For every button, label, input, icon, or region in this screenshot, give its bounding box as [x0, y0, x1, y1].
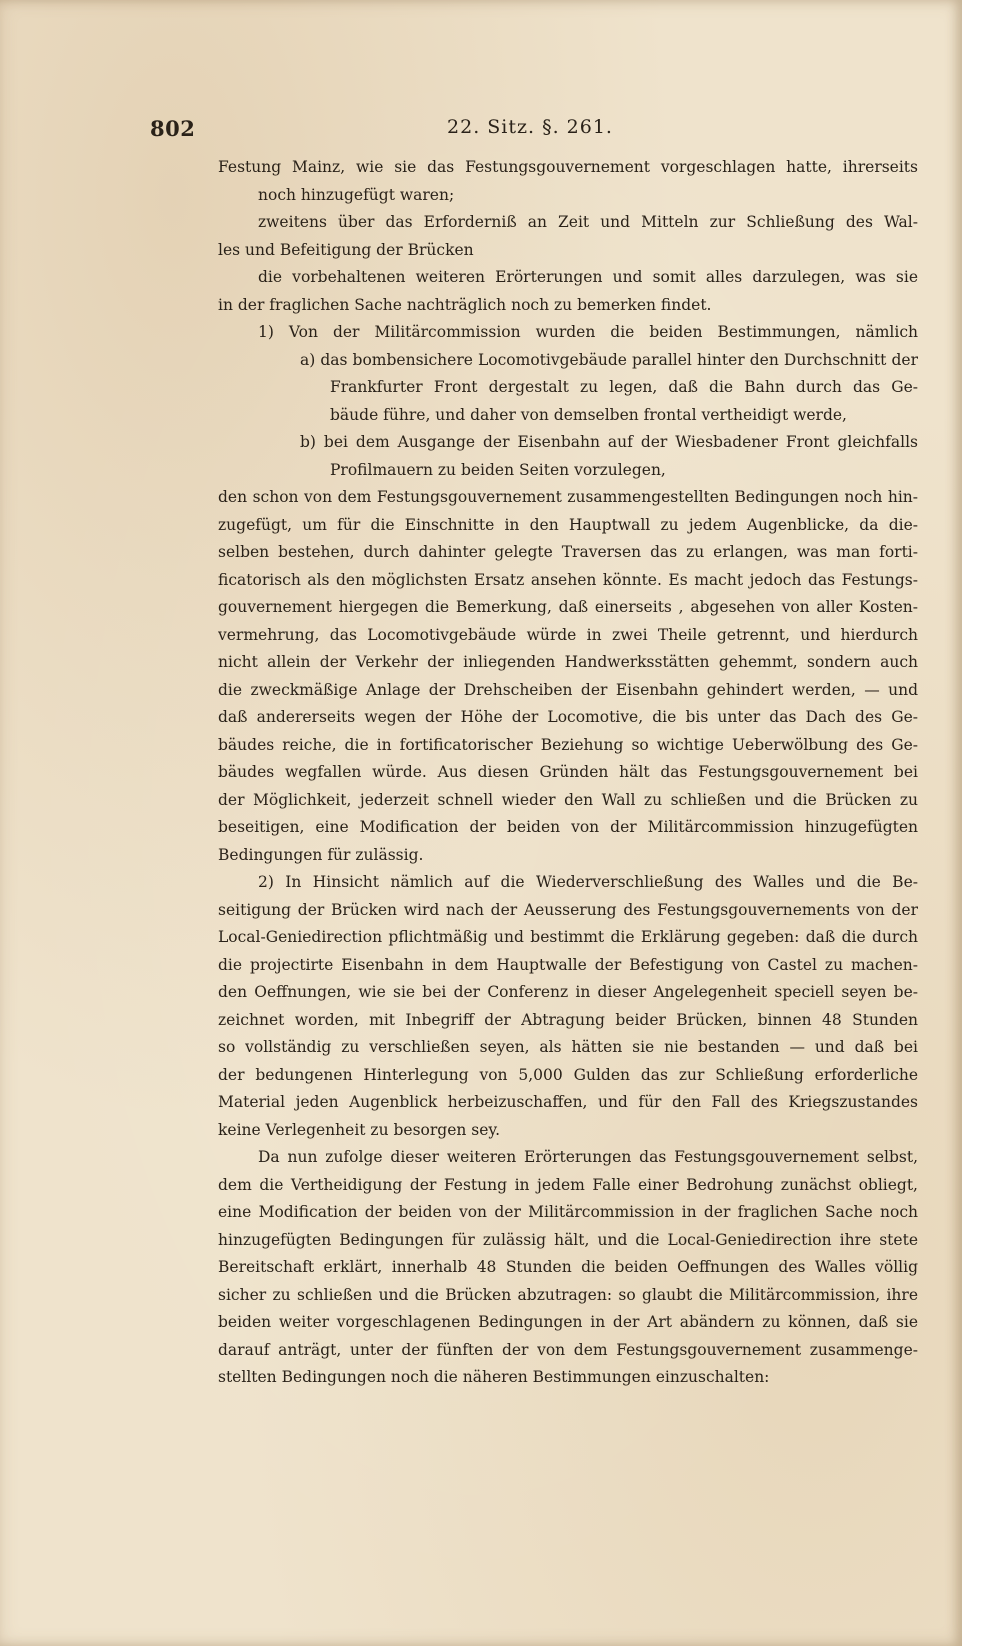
text-line: bäudes wegfallen würde. Aus diesen Gründen hält das Festungsgouvernement bei — [218, 763, 918, 781]
text-line: hinzugefügten Bedingungen für zulässig hält, und die Local-Geniedirection ihre stete — [218, 1230, 918, 1249]
text-line: die vorbehaltenen weiteren Erörterungen und somit alles darzulegen, was sie — [258, 268, 918, 286]
text-line: keine Verlegenheit zu besorgen sey. — [218, 1120, 501, 1139]
text-line: Local-Geniedirection pflichtmäßig und bestimmt die Erklärung gegeben: daß die durch — [218, 928, 918, 946]
text-line: Profilmauern zu beiden Seiten vorzulegen, — [330, 460, 666, 479]
text-line: 2) In Hinsicht nämlich auf die Wiederverschließung des Walles und die Be- — [258, 873, 918, 891]
page-header — [150, 116, 910, 146]
text-line: 1) Von der Militärcommission wurden die beiden Bestimmungen, nämlich — [258, 323, 918, 341]
text-line: beiden weiter vorgeschlagenen Bedingungen in der Art abändern zu können, daß sie — [218, 1313, 918, 1331]
text-line: den schon von dem Festungsgouvernement zusammengestellten Bedingungen noch hin- — [218, 488, 918, 506]
text-line: daß andererseits wegen der Höhe der Locomotive, die bis unter das Dach des Ge- — [218, 708, 918, 726]
running-head: 22. Sitz. §. 261. — [447, 116, 613, 138]
text-line: zweitens über das Erforderniß an Zeit und Mitteln zur Schließung des Wal- — [258, 213, 918, 231]
text-line: bäude führe, und daher von demselben frontal vertheidigt werde, — [330, 405, 847, 424]
body-text — [218, 154, 918, 1392]
text-line: zugefügt, um für die Einschnitte in den Hauptwall zu jedem Augenblicke, da die- — [218, 515, 918, 534]
text-line: dem die Vertheidigung der Festung in jedem Falle einer Bedrohung zunächst obliegt, — [218, 1175, 918, 1194]
text-line: stellten Bedingungen noch die näheren Bestimmungen einzuschalten: — [218, 1368, 770, 1386]
text-line: a) das bombensichere Locomotivgebäude parallel hinter den Durchschnitt der — [300, 350, 918, 369]
text-line: eine Modification der beiden von der Militärcommission in der fraglichen Sache noch — [218, 1203, 918, 1221]
text-line: zeichnet worden, mit Inbegriff der Abtragung beider Brücken, binnen 48 Stunden — [218, 1010, 918, 1029]
text-line: ficatorisch als den möglichsten Ersatz ansehen könnte. Es macht jedoch das Festungs- — [218, 570, 918, 589]
text-line: beseitigen, eine Modification der beiden von der Militärcommission hinzugefügten — [218, 818, 918, 836]
text-line: selben bestehen, durch dahinter gelegte Traversen das zu erlangen, was man forti- — [218, 543, 918, 561]
text-line: b) bei dem Ausgange der Eisenbahn auf der Wiesbadener Front gleichfalls — [300, 433, 918, 451]
text-line: sicher zu schließen und die Brücken abzutragen: so glaubt die Militärcommission, ihre — [218, 1285, 918, 1304]
text-line: nicht allein der Verkehr der inliegenden Handwerksstätten gehemmt, sondern auch — [218, 653, 918, 671]
page-number: 802 — [150, 116, 196, 141]
text-line: Festung Mainz, wie sie das Festungsgouvernement vorgeschlagen hatte, ihrerseits — [218, 158, 918, 176]
text-line: noch hinzugefügt waren; — [258, 185, 455, 204]
text-line: darauf anträgt, unter der fünften der von dem Festungsgouvernement zusammenge- — [218, 1340, 918, 1359]
text-line: so vollständig zu verschließen seyen, als hätten sie nie bestanden — und daß bei — [218, 1038, 918, 1056]
text-line: Material jeden Augenblick herbeizuschaffen, und für den Fall des Kriegszustandes — [218, 1093, 918, 1111]
text-line: Da nun zufolge dieser weiteren Erörterungen das Festungsgouvernement selbst, — [258, 1148, 918, 1166]
text-line: in der fraglichen Sache nachträglich noch zu bemerken findet. — [218, 295, 712, 314]
text-line: Frankfurter Front dergestalt zu legen, daß die Bahn durch das Ge- — [330, 378, 918, 396]
text-line: les und Befeitigung der Brücken — [218, 240, 474, 259]
text-line: Bereitschaft erklärt, innerhalb 48 Stunden die beiden Oeffnungen des Walles völlig — [218, 1258, 918, 1276]
text-line: Bedingungen für zulässig. — [218, 845, 424, 864]
text-line: der Möglichkeit, jederzeit schnell wieder den Wall zu schließen und die Brücken zu — [218, 790, 918, 809]
text-line: gouvernement hiergegen die Bemerkung, daß einerseits , abgesehen von aller Kosten- — [218, 598, 918, 616]
text-line: seitigung der Brücken wird nach der Aeusserung des Festungsgouvernements von der — [218, 900, 918, 919]
text-line: den Oeffnungen, wie sie bei der Conferenz in dieser Angelegenheit speciell seyen be- — [218, 983, 918, 1001]
text-line: die projectirte Eisenbahn in dem Hauptwalle der Befestigung von Castel zu machen- — [218, 955, 918, 974]
text-line: die zweckmäßige Anlage der Drehscheiben der Eisenbahn gehindert werden, — und — [218, 680, 918, 699]
text-line: der bedungenen Hinterlegung von 5,000 Gulden das zur Schließung erforderliche — [218, 1065, 918, 1084]
text-line: vermehrung, das Locomotivgebäude würde in zwei Theile getrennt, und hierdurch — [218, 625, 918, 644]
text-line: bäudes reiche, die in fortificatorischer Beziehung so wichtige Ueberwölbung des Ge- — [218, 735, 918, 754]
